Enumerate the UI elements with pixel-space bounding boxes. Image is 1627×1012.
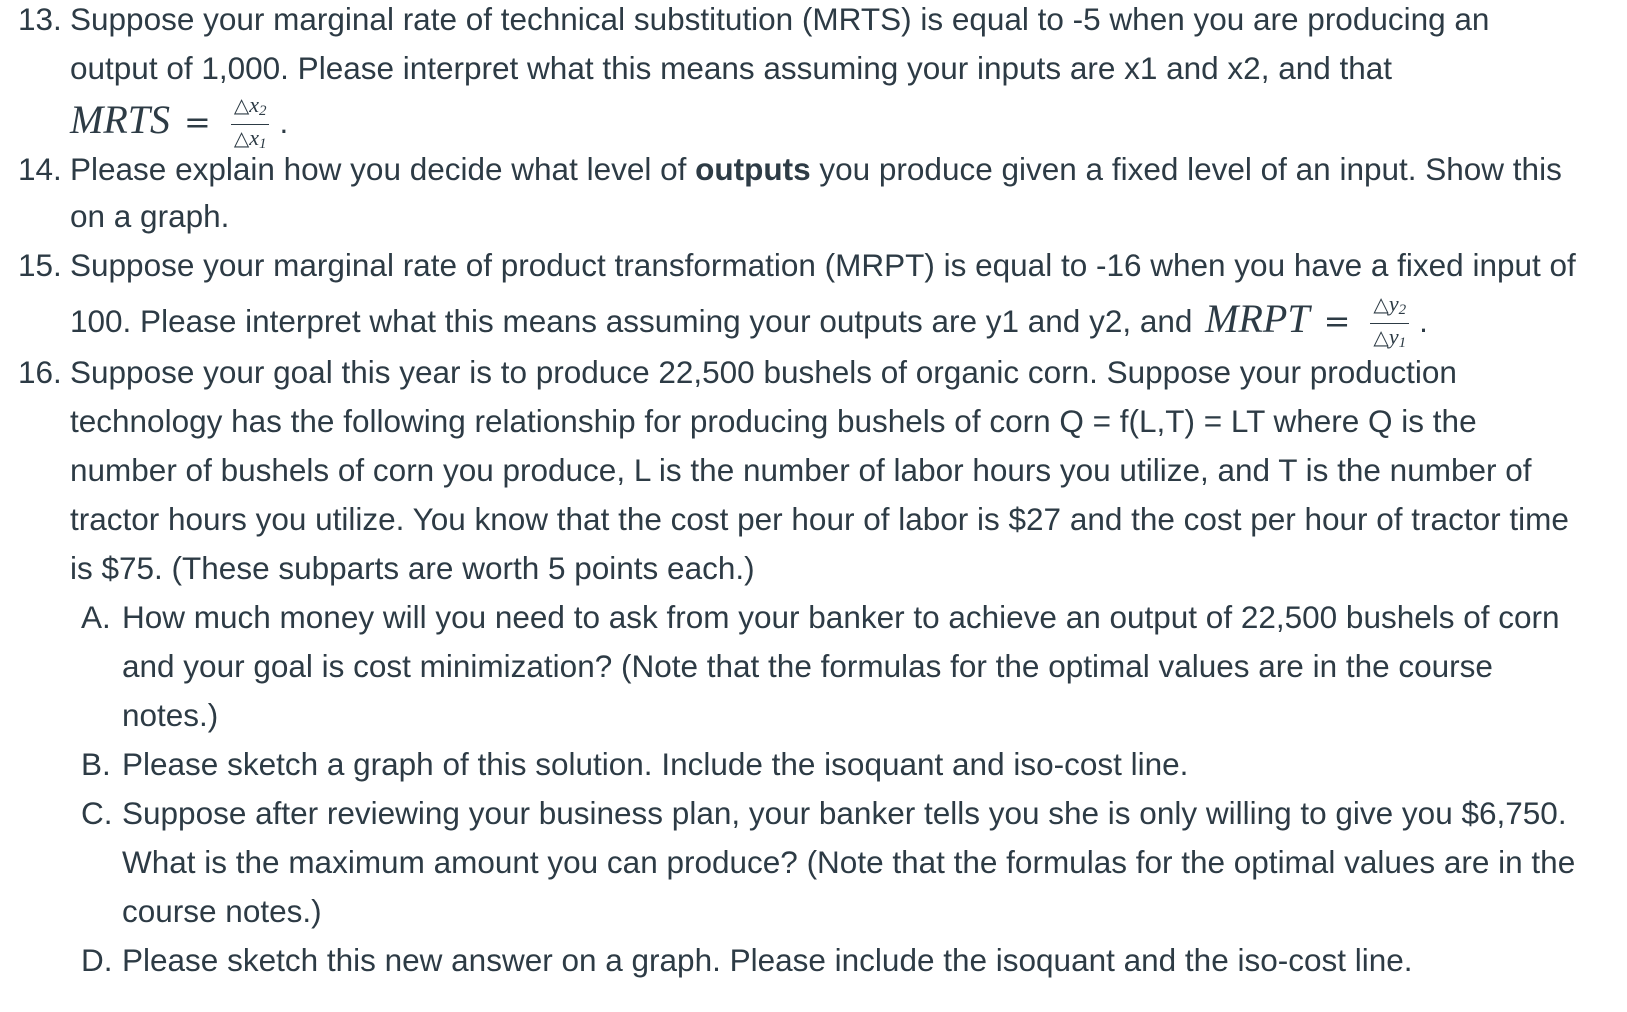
mrts-formula [70,91,1619,153]
question-text-line: tractor hours you utilize. You know that the cost per hour of labor is $27 and the cost per hour of tractor time [70,501,1569,537]
question-text-line: on a graph. [70,198,230,234]
denominator-sub: 1 [1398,335,1407,352]
question-text-line: output of 1,000. Please interpret what this means assuming your inputs are x1 and x2, and that [70,50,1393,86]
question-13 [18,0,1619,153]
question-15 [18,241,1619,352]
numerator-sub: 2 [1398,301,1407,318]
question-text-line: is $75. (These subparts are worth 5 points each.) [70,550,755,586]
formula-period: . [1419,303,1428,339]
question-number: 15. [18,247,62,283]
formula-lhs: MRTS [70,97,170,142]
subpart-text-line: Please sketch this new answer on a graph. Please include the isoquant and the iso-cost line. [122,942,1413,978]
emphasis-outputs: outputs [695,151,811,187]
question-text-line: Suppose your marginal rate of product transformation (MRPT) is equal to -16 when you have a fixed input of [70,247,1576,283]
text-segment: Please explain how you decide what level of [70,151,696,187]
question-number: 13. [18,1,62,37]
formula-period: . [279,104,289,140]
formula-equals: = [1323,302,1351,340]
question-text-line: Suppose your goal this year is to produce 22,500 bushels of organic corn. Suppose your production [70,354,1457,390]
subpart-text-line: notes.) [122,697,219,733]
question-text-line [70,145,1619,194]
question-14 [18,145,1619,241]
text-segment: 100. Please interpret what this means assuming your outputs are y1 and y2, and [70,303,1193,339]
subpart-a [18,593,1619,740]
delta-symbol: △ [1373,325,1389,350]
subpart-c [18,789,1619,936]
question-16 [18,348,1619,593]
subpart-text-line: Please sketch a graph of this solution. Include the isoquant and iso-cost line. [122,746,1189,782]
formula-equals: = [184,103,211,141]
subpart-text-line: and your goal is cost minimization? (Note that the formulas for the optimal values are in the course [122,648,1493,684]
subpart-letter: D. [81,942,113,978]
subpart-text-line: What is the maximum amount you can produce? (Note that the formulas for the optimal values are in the [122,844,1576,880]
question-text-line: Suppose your marginal rate of technical substitution (MRTS) is equal to -5 when you are producing an [70,1,1490,37]
numerator-var: y [1388,290,1399,316]
numerator-sub: 2 [258,102,267,119]
subpart-text-line: Suppose after reviewing your business plan, your banker tells you she is only willing to give you $6,750. [122,795,1567,831]
formula-lhs: MRPT [1205,296,1310,341]
delta-symbol: △ [233,126,250,151]
question-text-line: number of bushels of corn you produce, L is the number of labor hours you utilize, and T is the number of [70,452,1532,488]
subpart-letter: B. [81,746,111,782]
denominator-var: y [1388,324,1399,350]
question-number: 16. [18,354,62,390]
subpart-letter: A. [81,599,111,635]
numerator-var: x [249,91,259,117]
subpart-text-line: course notes.) [122,893,322,929]
subpart-b [18,740,1619,789]
formula-fraction [1370,291,1409,357]
question-text-line [70,286,1619,352]
delta-symbol: △ [1373,291,1389,316]
denominator-sub: 1 [258,136,267,153]
delta-symbol: △ [233,92,250,117]
subpart-d [18,936,1619,985]
question-number: 14. [18,151,62,187]
text-segment: you produce given a fixed level of an input. Show this [810,151,1562,187]
subpart-text-line: How much money will you need to ask from your banker to achieve an output of 22,500 bushels of corn [122,599,1560,635]
denominator-var: x [249,125,259,151]
subpart-letter: C. [81,795,113,831]
question-text-line: technology has the following relationship for producing bushels of corn Q = f(L,T) = LT where Q is the [70,403,1477,439]
